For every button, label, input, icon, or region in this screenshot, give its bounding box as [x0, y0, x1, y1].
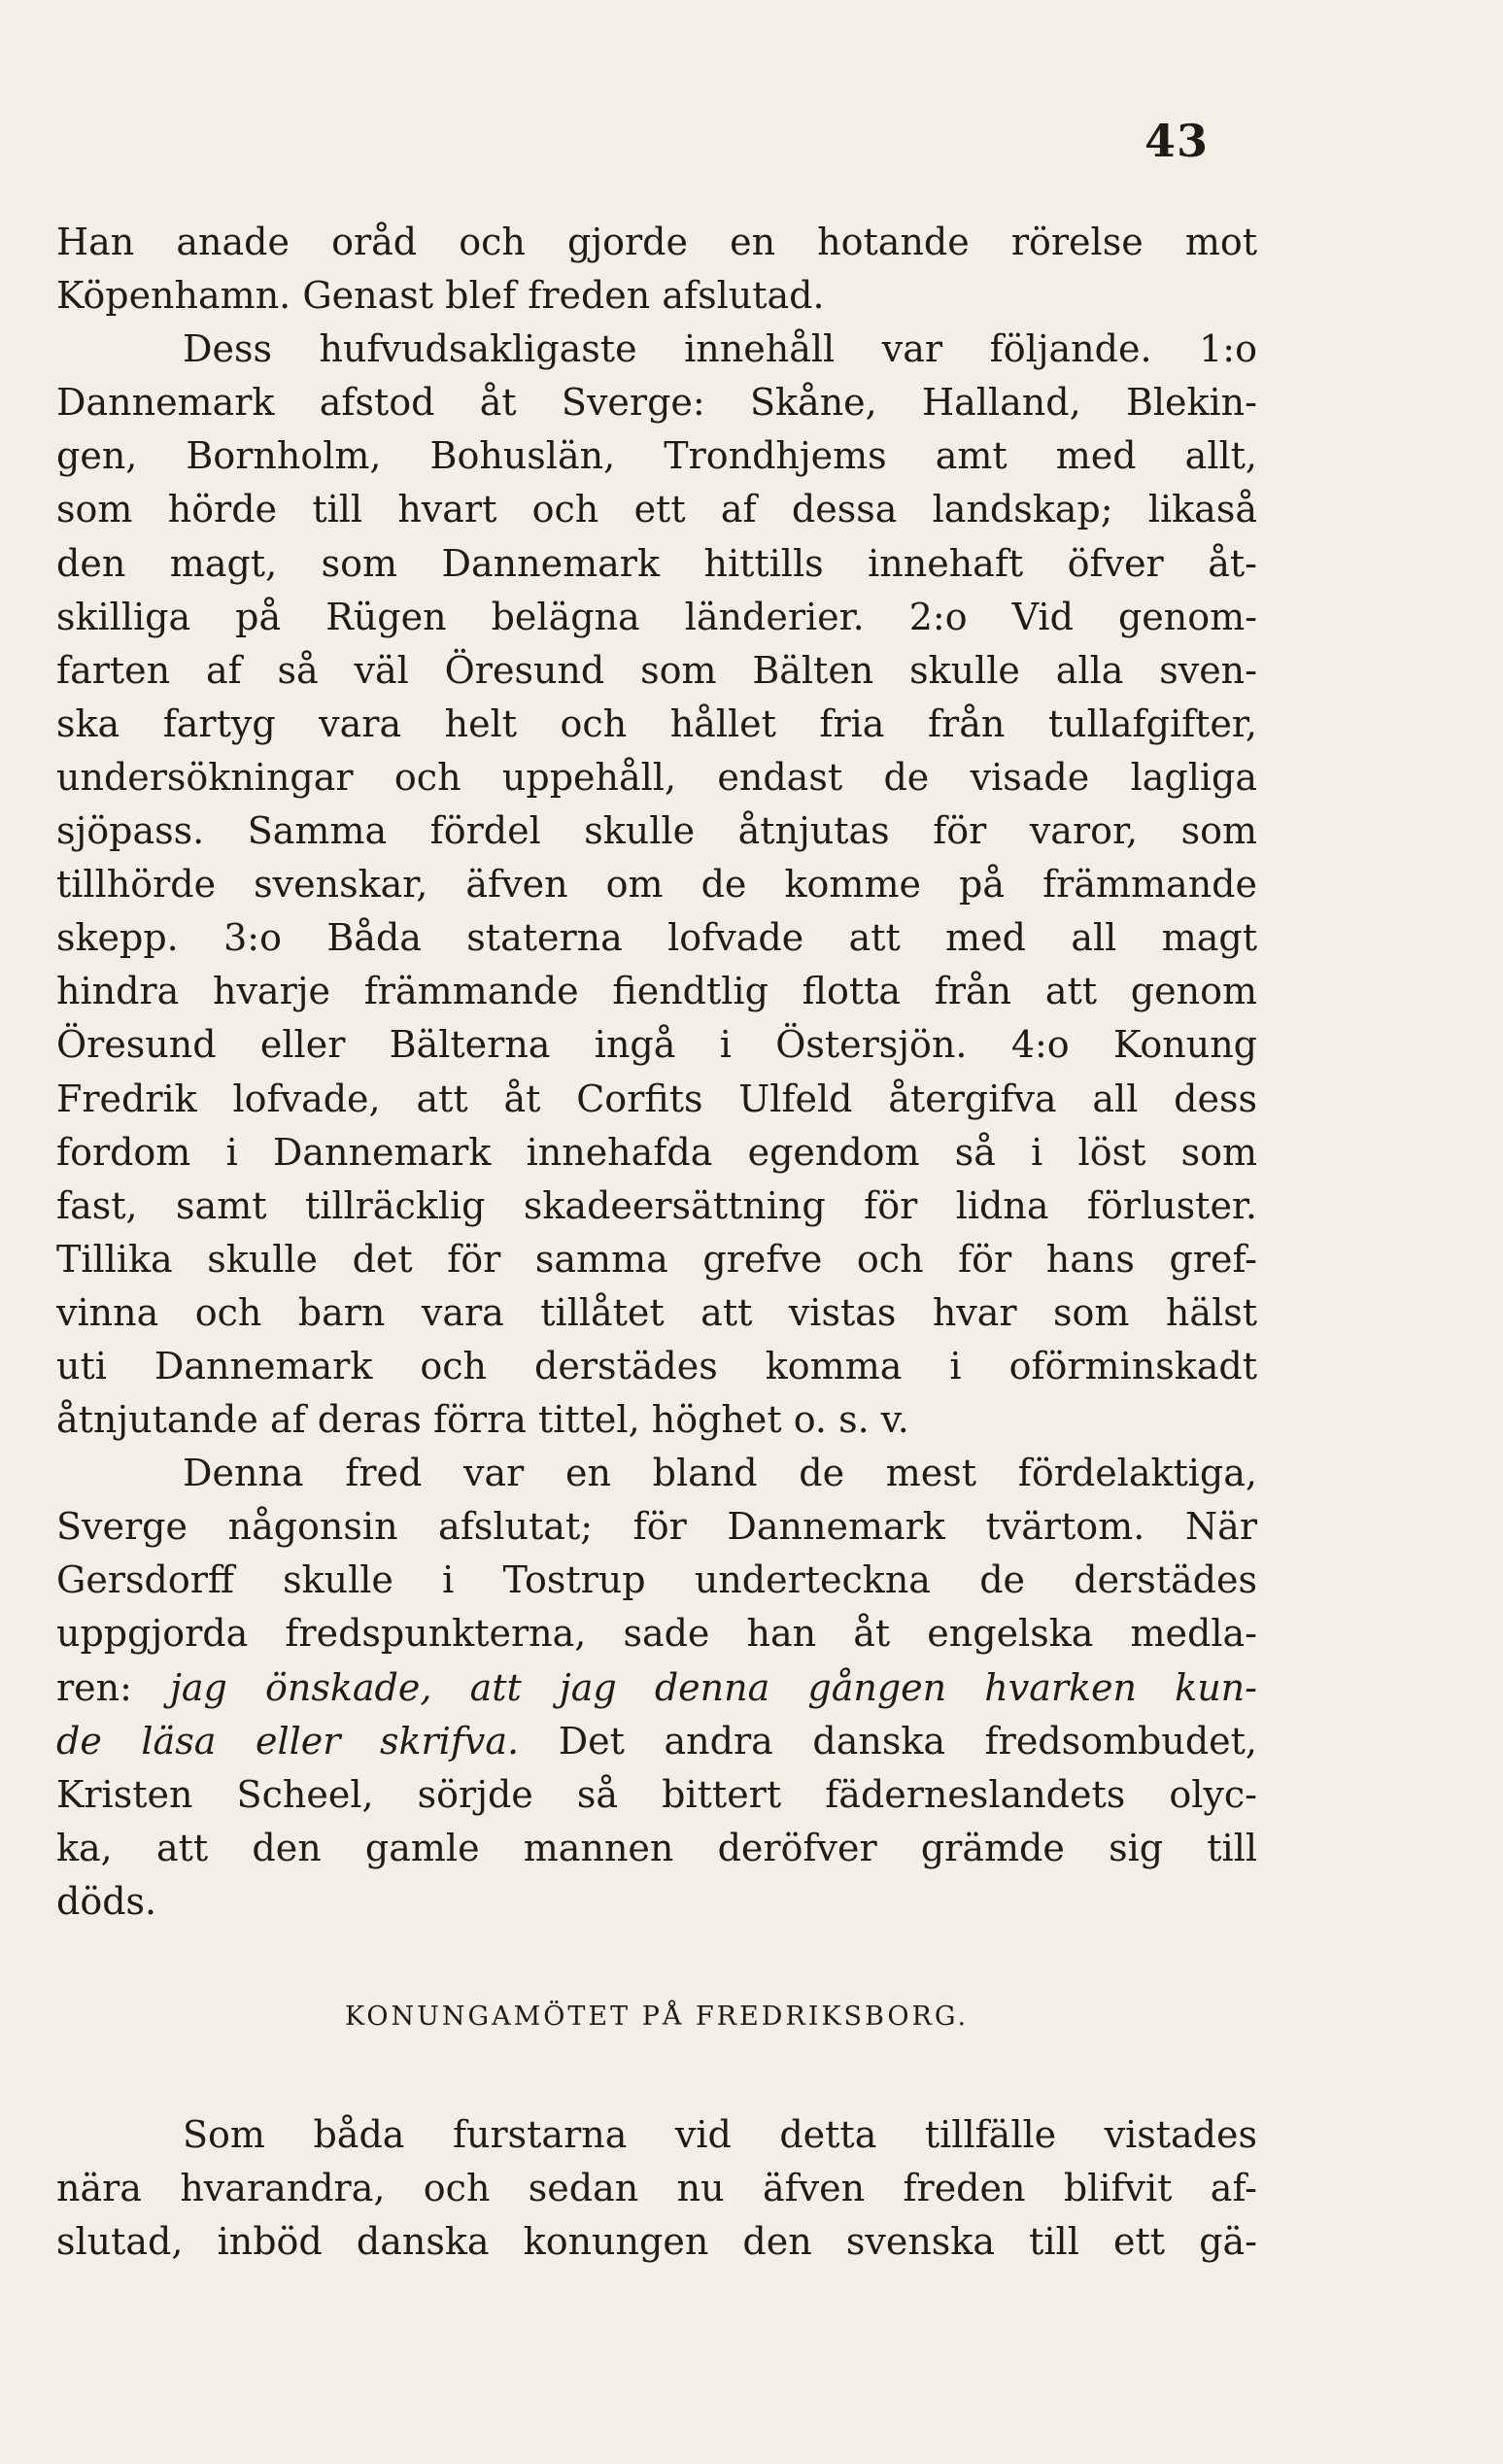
text-line: hindra hvarje främmande fiendtlig flotta från att genom — [56, 970, 1257, 1013]
section-heading: KONUNGAMÖTET PÅ FREDRIKSBORG. — [344, 2002, 970, 2032]
text-line: fast, samt tillräcklig skadeersättning för lidna förluster. — [56, 1183, 1257, 1227]
text-line: ren: jag önskade, att jag denna gången hvarken kun- — [56, 1665, 1257, 1709]
text-line: Gersdorff skulle i Tostrup underteckna de derstädes — [56, 1558, 1257, 1602]
text-line: nära hvarandra, och sedan nu äfven freden blifvit af- — [56, 2167, 1257, 2210]
body-text — [56, 216, 1257, 1929]
text-line: Fredrik lofvade, att åt Corfits Ulfeld återgifva all dess — [56, 1077, 1257, 1120]
text-line: Dannemark afstod åt Sverge: Skåne, Halland, Blekin- — [56, 381, 1257, 425]
text-line: sjöpass. Samma fördel skulle åtnjutas för varor, som — [56, 809, 1257, 853]
text-line: Som båda furstarna vid detta tillfälle vistades — [183, 2113, 1257, 2156]
text-line: Dess hufvudsakligaste innehåll var följande. 1:o — [183, 327, 1257, 371]
text-line: gen, Bornholm, Bohuslän, Trondhjems amt med allt, — [56, 434, 1257, 478]
text-line: döds. — [56, 1879, 157, 1923]
text-line: Denna fred var en bland de mest fördelaktiga, — [183, 1452, 1257, 1495]
text-line: de läsa eller skrifva. Det andra danska fredsombudet, — [56, 1719, 1257, 1762]
text-line: uppgjorda fredspunkterna, sade han åt engelska medla- — [56, 1612, 1257, 1656]
text-line: Köpenhamn. Genast blef freden afslutad. — [56, 274, 825, 318]
text-line: Han anade oråd och gjorde en hotande rörelse mot — [56, 221, 1257, 263]
text-line: ka, att den gamle mannen deröfver grämde sig till — [56, 1826, 1257, 1869]
text-line: tillhörde svenskar, äfven om de komme på främmande — [56, 863, 1257, 907]
text-line: åtnjutande af deras förra tittel, höghet o. s. v. — [56, 1398, 909, 1442]
text-line: slutad, inböd danska konungen den svenska till ett gä- — [56, 2220, 1257, 2264]
section-text — [56, 2108, 1257, 2269]
text-line: Sverge någonsin afslutat; för Dannemark tvärtom. När — [56, 1505, 1257, 1549]
text-line: fordom i Dannemark innehafda egendom så i löst som — [56, 1130, 1257, 1174]
text-line: ska fartyg vara helt och hållet fria från tullafgifter, — [56, 702, 1257, 745]
text-line: undersökningar och uppehåll, endast de visade lagliga — [56, 755, 1257, 799]
text-line: Kristen Scheel, sörjde så bittert fäderneslandets olyc- — [56, 1772, 1257, 1816]
text-line: farten af så väl Öresund som Bälten skulle alla sven- — [56, 648, 1257, 692]
text-line: Öresund eller Bälterna ingå i Östersjön. 4:o Konung — [56, 1023, 1257, 1067]
page-number: 43 — [1144, 115, 1210, 167]
text-line: uti Dannemark och derstädes komma i oförminskadt — [56, 1344, 1257, 1387]
text-line: den magt, som Dannemark hittills innehaft öfver åt- — [56, 541, 1257, 585]
text-line: Tillika skulle det för samma grefve och för hans gref- — [56, 1237, 1257, 1281]
text-line: vinna och barn vara tillåtet att vistas hvar som hälst — [56, 1290, 1257, 1334]
text-line: skepp. 3:o Båda staterna lofvade att med all magt — [56, 916, 1257, 960]
text-line: skilliga på Rügen belägna länderier. 2:o Vid genom- — [56, 595, 1257, 638]
text-line: som hörde till hvart och ett af dessa landskap; likaså — [56, 488, 1257, 531]
